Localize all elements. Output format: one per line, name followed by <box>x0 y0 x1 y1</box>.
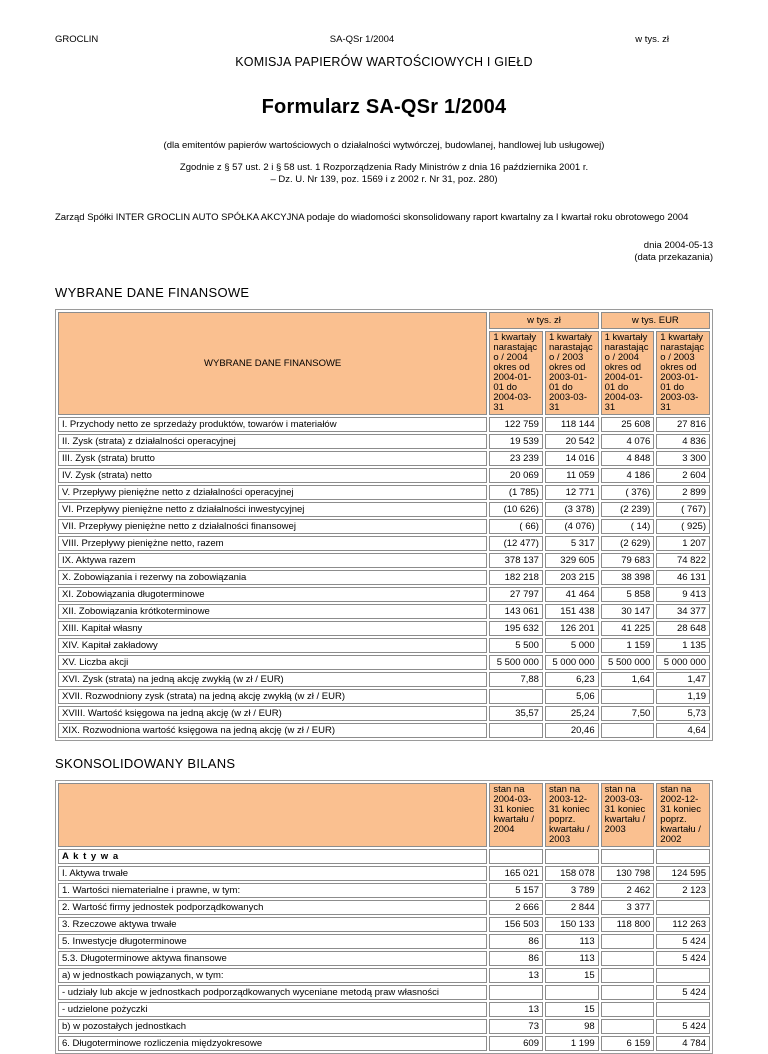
submission-date-block <box>55 240 713 264</box>
row-value <box>489 689 543 704</box>
row-label: IV. Zysk (strata) netto <box>58 468 487 483</box>
table-row <box>58 672 710 687</box>
row-value: 25 608 <box>601 417 655 432</box>
table-row <box>58 553 710 568</box>
table-row <box>58 485 710 500</box>
row-value: 5 500 000 <box>489 655 543 670</box>
row-value: 5 424 <box>656 934 710 949</box>
row-value: 113 <box>545 951 599 966</box>
row-value: 203 215 <box>545 570 599 585</box>
row-value: 6 159 <box>601 1036 655 1051</box>
row-value: 3 300 <box>656 451 710 466</box>
section-heading-selected-financials: WYBRANE DANE FINANSOWE <box>55 285 250 300</box>
row-label: IX. Aktywa razem <box>58 553 487 568</box>
row-value: 126 201 <box>545 621 599 636</box>
row-value: 5 157 <box>489 883 543 898</box>
row-value: 1,47 <box>656 672 710 687</box>
row-value: 2 899 <box>656 485 710 500</box>
selected-financials-body <box>58 417 710 738</box>
column-header-eur-2004: 1 kwartały narastająco / 2004 okres od 2004-01-01 do 2004-03-31 <box>601 331 655 415</box>
table-row <box>58 621 710 636</box>
row-value: 4 186 <box>601 468 655 483</box>
table-row <box>58 1036 710 1051</box>
row-value: 7,50 <box>601 706 655 721</box>
row-label: V. Przepływy pieniężne netto z działalności operacyjnej <box>58 485 487 500</box>
row-value: 4 076 <box>601 434 655 449</box>
row-value: 3 377 <box>601 900 655 915</box>
row-value: 5 424 <box>656 1019 710 1034</box>
row-value: 130 798 <box>601 866 655 881</box>
row-value: 74 822 <box>656 553 710 568</box>
board-statement: Zarząd Spółki INTER GROCLIN AUTO SPÓŁKA AKCYJNA podaje do wiadomości skonsolidowany raport kwartalny za I kwartał roku obrotowego 2004 <box>55 212 689 223</box>
row-value <box>601 985 655 1000</box>
table-row <box>58 951 710 966</box>
row-label: XVI. Zysk (strata) na jedną akcję zwykłą (w zł / EUR) <box>58 672 487 687</box>
group-header-row <box>58 312 710 329</box>
row-value <box>601 849 655 864</box>
row-value: 2 123 <box>656 883 710 898</box>
row-value: 156 503 <box>489 917 543 932</box>
row-value: 5 500 000 <box>601 655 655 670</box>
row-value: 182 218 <box>489 570 543 585</box>
submission-date-caption: (data przekazania) <box>634 252 713 263</box>
row-value: 329 605 <box>545 553 599 568</box>
group-header-pln: w tys. zł <box>489 312 598 329</box>
table-row <box>58 706 710 721</box>
balance-sheet-body <box>58 849 710 1051</box>
row-value: 195 632 <box>489 621 543 636</box>
row-value: 5,73 <box>656 706 710 721</box>
row-value: 86 <box>489 934 543 949</box>
column-header-2004-03-31: stan na 2004-03-31 koniec kwartału / 2004 <box>489 783 543 847</box>
row-value: 2 666 <box>489 900 543 915</box>
legal-basis <box>55 162 713 186</box>
row-value: 158 078 <box>545 866 599 881</box>
row-value: 35,57 <box>489 706 543 721</box>
row-value: 122 759 <box>489 417 543 432</box>
row-label: XII. Zobowiązania krótkoterminowe <box>58 604 487 619</box>
row-value: 4 848 <box>601 451 655 466</box>
row-label: II. Zysk (strata) z działalności operacyjnej <box>58 434 487 449</box>
row-label: XI. Zobowiązania długoterminowe <box>58 587 487 602</box>
page-top-line <box>55 34 713 46</box>
row-label: 1. Wartości niematerialne i prawne, w tym: <box>58 883 487 898</box>
table-row <box>58 849 710 864</box>
row-value: 12 771 <box>545 485 599 500</box>
row-value: (3 378) <box>545 502 599 517</box>
row-value: 20 542 <box>545 434 599 449</box>
table-row <box>58 689 710 704</box>
row-value: 27 816 <box>656 417 710 432</box>
row-value <box>489 723 543 738</box>
table-row <box>58 723 710 738</box>
row-label: a) w jednostkach powiązanych, w tym: <box>58 968 487 983</box>
row-value: 124 595 <box>656 866 710 881</box>
row-value: 2 462 <box>601 883 655 898</box>
row-value: 5 858 <box>601 587 655 602</box>
row-value: 23 239 <box>489 451 543 466</box>
row-value: 112 263 <box>656 917 710 932</box>
row-value: 79 683 <box>601 553 655 568</box>
row-value <box>601 723 655 738</box>
row-label: A k t y w a <box>58 849 487 864</box>
row-value: 38 398 <box>601 570 655 585</box>
row-value: 5 000 000 <box>545 655 599 670</box>
row-value: 3 789 <box>545 883 599 898</box>
row-label: XV. Liczba akcji <box>58 655 487 670</box>
column-header-2002-12-31: stan na 2002-12-31 koniec poprz. kwartału / 2002 <box>656 783 710 847</box>
column-header-row <box>58 783 710 847</box>
row-label: X. Zobowiązania i rezerwy na zobowiązania <box>58 570 487 585</box>
row-value: 5 500 <box>489 638 543 653</box>
page-title: Formularz SA-QSr 1/2004 <box>261 96 507 118</box>
legal-line-1: Zgodnie z § 57 ust. 2 i § 58 ust. 1 Rozporządzenia Rady Ministrów z dnia 16 października 2001 r. <box>179 162 589 173</box>
column-header-pln-2004: 1 kwartały narastająco / 2004 okres od 2004-01-01 do 2004-03-31 <box>489 331 543 415</box>
row-value: ( 376) <box>601 485 655 500</box>
row-value: 41 225 <box>601 621 655 636</box>
row-value <box>545 849 599 864</box>
table-row <box>58 468 710 483</box>
row-value <box>601 689 655 704</box>
table-row <box>58 570 710 585</box>
row-value: 15 <box>545 1002 599 1017</box>
table-row <box>58 417 710 432</box>
row-value <box>601 951 655 966</box>
row-value <box>489 849 543 864</box>
row-value: 28 648 <box>656 621 710 636</box>
units-note: w tys. zł <box>635 34 670 45</box>
row-label: VII. Przepływy pieniężne netto z działalności finansowej <box>58 519 487 534</box>
table-row <box>58 655 710 670</box>
form-code: SA-QSr 1/2004 <box>329 34 395 45</box>
table-row <box>58 451 710 466</box>
row-value: (2 239) <box>601 502 655 517</box>
row-value: 2 844 <box>545 900 599 915</box>
row-value: 5 317 <box>545 536 599 551</box>
table-row <box>58 985 710 1000</box>
row-value: (12 477) <box>489 536 543 551</box>
row-value: 19 539 <box>489 434 543 449</box>
row-value <box>656 1002 710 1017</box>
column-header-pln-2003: 1 kwartały narastająco / 2003 okres od 2003-01-01 do 2003-03-31 <box>545 331 599 415</box>
row-label: VIII. Przepływy pieniężne netto, razem <box>58 536 487 551</box>
row-value: 46 131 <box>656 570 710 585</box>
row-label: 6. Długoterminowe rozliczenia międzyokresowe <box>58 1036 487 1051</box>
row-value: 1 199 <box>545 1036 599 1051</box>
row-value: 4,64 <box>656 723 710 738</box>
row-value: 13 <box>489 1002 543 1017</box>
row-value <box>489 985 543 1000</box>
table-row <box>58 1019 710 1034</box>
row-label: XVII. Rozwodniony zysk (strata) na jedną akcję zwykłą (w zł / EUR) <box>58 689 487 704</box>
group-header-eur: w tys. EUR <box>601 312 710 329</box>
selected-financials-table <box>55 309 713 741</box>
form-subtitle: (dla emitentów papierów wartościowych o działalności wytwórczej, budowlanej, handlowej lub usługowej) <box>163 140 605 151</box>
row-value: 13 <box>489 968 543 983</box>
row-label: - udziały lub akcje w jednostkach podporządkowanych wyceniane metodą praw własności <box>58 985 487 1000</box>
row-value: 14 016 <box>545 451 599 466</box>
row-label: VI. Przepływy pieniężne netto z działalności inwestycyjnej <box>58 502 487 517</box>
row-value: ( 767) <box>656 502 710 517</box>
row-value: 150 133 <box>545 917 599 932</box>
row-label: III. Zysk (strata) brutto <box>58 451 487 466</box>
table-row <box>58 883 710 898</box>
row-value: 165 021 <box>489 866 543 881</box>
row-label: 5.3. Długoterminowe aktywa finansowe <box>58 951 487 966</box>
table-corner-empty <box>58 783 487 847</box>
row-value: 5 424 <box>656 985 710 1000</box>
row-value: 113 <box>545 934 599 949</box>
table-corner-label: WYBRANE DANE FINANSOWE <box>58 312 487 415</box>
row-value <box>656 900 710 915</box>
row-value: 118 144 <box>545 417 599 432</box>
row-value: 7,88 <box>489 672 543 687</box>
row-value: 4 836 <box>656 434 710 449</box>
row-value: 1 159 <box>601 638 655 653</box>
table-row <box>58 968 710 983</box>
row-label: b) w pozostałych jednostkach <box>58 1019 487 1034</box>
row-value: 5 000 000 <box>656 655 710 670</box>
row-value: 30 147 <box>601 604 655 619</box>
row-value: (1 785) <box>489 485 543 500</box>
row-value: 2 604 <box>656 468 710 483</box>
row-value: 6,23 <box>545 672 599 687</box>
table-row <box>58 934 710 949</box>
row-label: I. Aktywa trwałe <box>58 866 487 881</box>
row-value: 1 207 <box>656 536 710 551</box>
row-value <box>601 1019 655 1034</box>
row-label: XIV. Kapitał zakładowy <box>58 638 487 653</box>
table-row <box>58 587 710 602</box>
balance-sheet-table <box>55 780 713 1054</box>
section-heading-balance-sheet: SKONSOLIDOWANY BILANS <box>55 756 236 771</box>
table-row <box>58 519 710 534</box>
table-row <box>58 900 710 915</box>
row-value: 118 800 <box>601 917 655 932</box>
column-header-2003-12-31: stan na 2003-12-31 koniec poprz. kwartału / 2003 <box>545 783 599 847</box>
row-value: 5,06 <box>545 689 599 704</box>
row-value: 1,64 <box>601 672 655 687</box>
legal-line-2: – Dz. U. Nr 139, poz. 1569 i z 2002 r. Nr 31, poz. 280) <box>270 174 498 185</box>
row-value: 4 784 <box>656 1036 710 1051</box>
table-row <box>58 536 710 551</box>
row-value: 25,24 <box>545 706 599 721</box>
row-value: 73 <box>489 1019 543 1034</box>
row-label: XIX. Rozwodniona wartość księgowa na jedną akcję (w zł / EUR) <box>58 723 487 738</box>
row-value: 98 <box>545 1019 599 1034</box>
row-value: 86 <box>489 951 543 966</box>
row-value: ( 925) <box>656 519 710 534</box>
row-value: 609 <box>489 1036 543 1051</box>
table-row <box>58 434 710 449</box>
row-label: 2. Wartość firmy jednostek podporządkowanych <box>58 900 487 915</box>
row-value <box>656 968 710 983</box>
table-row <box>58 502 710 517</box>
row-value: 27 797 <box>489 587 543 602</box>
table-row <box>58 866 710 881</box>
row-value: 5 000 <box>545 638 599 653</box>
row-value: 15 <box>545 968 599 983</box>
column-header-eur-2003: 1 kwartały narastająco / 2003 okres od 2003-01-01 do 2003-03-31 <box>656 331 710 415</box>
row-value: 41 464 <box>545 587 599 602</box>
row-label: I. Przychody netto ze sprzedaży produktów, towarów i materiałów <box>58 417 487 432</box>
row-value: 5 424 <box>656 951 710 966</box>
row-value: 20,46 <box>545 723 599 738</box>
table-row <box>58 604 710 619</box>
row-label: 3. Rzeczowe aktywa trwałe <box>58 917 487 932</box>
submission-date: dnia 2004-05-13 <box>643 240 713 251</box>
table-row <box>58 638 710 653</box>
table-row <box>58 917 710 932</box>
row-label: XIII. Kapitał własny <box>58 621 487 636</box>
row-value: 1 135 <box>656 638 710 653</box>
row-value: 9 413 <box>656 587 710 602</box>
row-value <box>601 1002 655 1017</box>
table-row <box>58 1002 710 1017</box>
row-label: - udzielone pożyczki <box>58 1002 487 1017</box>
row-value: (10 626) <box>489 502 543 517</box>
row-value: ( 14) <box>601 519 655 534</box>
row-value: 143 061 <box>489 604 543 619</box>
row-value <box>601 968 655 983</box>
column-header-2003-03-31: stan na 2003-03-31 koniec kwartału / 2003 <box>601 783 655 847</box>
row-value <box>601 934 655 949</box>
row-label: 5. Inwestycje długoterminowe <box>58 934 487 949</box>
row-value: (4 076) <box>545 519 599 534</box>
row-value: (2 629) <box>601 536 655 551</box>
row-value <box>656 849 710 864</box>
row-value <box>545 985 599 1000</box>
row-value: 20 069 <box>489 468 543 483</box>
row-value: 1,19 <box>656 689 710 704</box>
row-value: ( 66) <box>489 519 543 534</box>
commission-title: KOMISJA PAPIERÓW WARTOŚCIOWYCH I GIEŁD <box>235 55 533 69</box>
row-label: XVIII. Wartość księgowa na jedną akcję (w zł / EUR) <box>58 706 487 721</box>
row-value: 151 438 <box>545 604 599 619</box>
company-short-name: GROCLIN <box>55 34 99 45</box>
row-value: 378 137 <box>489 553 543 568</box>
row-value: 11 059 <box>545 468 599 483</box>
row-value: 34 377 <box>656 604 710 619</box>
